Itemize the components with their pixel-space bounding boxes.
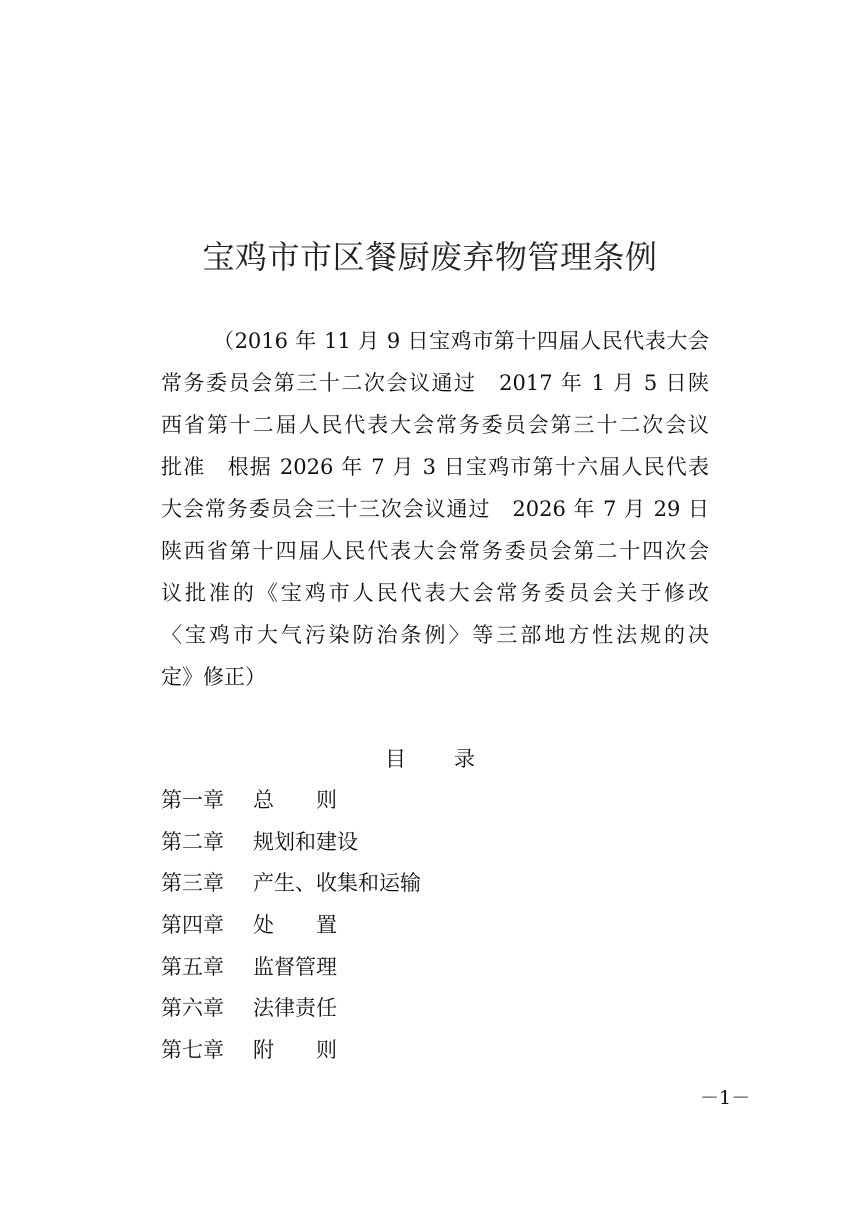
preamble-line: 议批准的《宝鸡市人民代表大会常务委员会关于修改 xyxy=(161,581,709,605)
toc-entry[interactable] xyxy=(161,1030,709,1072)
chapter-name: 监督管理 xyxy=(253,954,337,979)
preamble-line: 常务委员会第三十二次会议通过 2017 年 1 月 5 日陕 xyxy=(161,371,709,395)
chapter-number: 第三章 xyxy=(161,871,224,896)
chapter-number: 第七章 xyxy=(161,1038,224,1063)
toc-entry[interactable] xyxy=(161,988,709,1030)
chapter-name: 处 置 xyxy=(253,913,337,938)
legislative-history-note xyxy=(161,320,709,698)
preamble-line: 〈宝鸡市大气污染防治条例〉等三部地方性法规的决 xyxy=(161,623,709,647)
preamble-line: 陕西省第十四届人民代表大会常务委员会第二十四次会 xyxy=(161,539,709,563)
toc-entry[interactable] xyxy=(161,863,709,905)
chapter-name: 法律责任 xyxy=(253,996,337,1021)
chapter-number: 第四章 xyxy=(161,913,224,938)
toc-entry[interactable] xyxy=(161,905,709,947)
chapter-name: 总 则 xyxy=(253,788,337,812)
table-of-contents xyxy=(161,780,709,1072)
chapter-number: 第一章 xyxy=(161,788,224,812)
document-title: 宝鸡市市区餐厨废弃物管理条例 xyxy=(202,238,658,276)
toc-entry[interactable] xyxy=(161,780,709,822)
preamble-line: 批准 根据 2026 年 7 月 3 日宝鸡市第十六届人民代表 xyxy=(161,455,709,479)
toc-entry[interactable] xyxy=(161,947,709,989)
preamble-line: 大会常务委员会三十三次会议通过 2026 年 7 月 29 日 xyxy=(161,497,709,521)
chapter-number: 第六章 xyxy=(161,996,224,1021)
chapter-name: 附 则 xyxy=(253,1038,337,1063)
chapter-number: 第五章 xyxy=(161,954,224,979)
chapter-name: 产生、收集和运输 xyxy=(253,871,421,896)
toc-entry[interactable] xyxy=(161,822,709,864)
page-number: －1－ xyxy=(700,1087,751,1109)
chapter-name: 规划和建设 xyxy=(253,829,358,854)
chapter-number: 第二章 xyxy=(161,829,224,854)
toc-heading-char: 录 xyxy=(454,747,475,771)
preamble-line: 定》修正） xyxy=(161,665,266,689)
preamble-line: 西省第十二届人民代表大会常务委员会第三十二次会议 xyxy=(161,413,709,437)
toc-heading-char: 目 xyxy=(385,747,406,771)
preamble-line: （2016 年 11 月 9 日宝鸡市第十四届人民代表大会 xyxy=(213,329,709,353)
table-of-contents-heading xyxy=(0,738,860,780)
